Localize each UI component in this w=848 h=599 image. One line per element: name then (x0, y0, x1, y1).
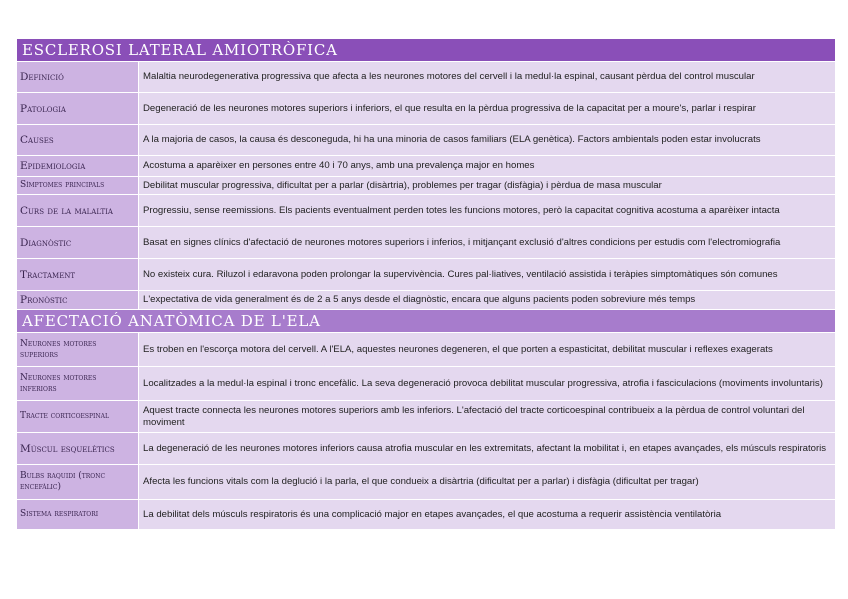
row-value: No existeix cura. Riluzol i edaravona poden prolongar la supervivència. Cures pal·liatives, ventilació assistida i teràpies simptomàtiques són comunes (139, 259, 835, 290)
table-row (17, 195, 835, 227)
section-title-anatomy: AFECTACIÓ ANATÒMICA DE L'ELA (17, 310, 835, 333)
row-label: Sistema respiratori (17, 500, 139, 529)
table-row (17, 433, 835, 465)
row-value: Acostuma a aparèixer en persones entre 40 i 70 anys, amb una prevalença major en homes (139, 156, 835, 176)
row-value: Aquest tracte connecta les neurones motores superiors amb les inferiors. L'afectació del tracte corticoespinal contribueix a la pèrdua de control voluntari del moviment (139, 401, 835, 432)
row-label: Causes (17, 125, 139, 155)
table-row (17, 156, 835, 177)
row-label: Neurones motores inferiors (17, 367, 139, 400)
row-label: Epidemiologia (17, 156, 139, 176)
row-value: Debilitat muscular progressiva, dificultat per a parlar (disàrtria), problemes per tragar (disfàgia) i pèrdua de masa muscular (139, 177, 835, 194)
table-row (17, 401, 835, 433)
row-value: Degeneració de les neurones motores superiors i inferiors, el que resulta en la pèrdua progressiva de la capacitat per a moure's, parlar i respirar (139, 93, 835, 124)
table-row (17, 177, 835, 195)
row-value: Malaltia neurodegenerativa progressiva que afecta a les neurones motores del cervell i la medul·la espinal, causant pèrdua del control muscular (139, 62, 835, 92)
row-value: L'expectativa de vida generalment és de 2 a 5 anys desde el diagnòstic, encara que alguns pacients poden sobreviure més temps (139, 291, 835, 309)
row-value: Es troben en l'escorça motora del cervell. A l'ELA, aquestes neurones degeneren, el que porten a espasticitat, debilitat muscular i reflexes exagerats (139, 333, 835, 366)
row-label: Múscul esquelètics (17, 433, 139, 464)
section-title-als: ESCLEROSI LATERAL AMIOTRÒFICA (17, 39, 835, 62)
table-row (17, 465, 835, 500)
row-label: Neurones motores superiors (17, 333, 139, 366)
row-label: Símptomes principals (17, 177, 139, 194)
table-row (17, 259, 835, 291)
row-value: Localitzades a la medul·la espinal i tronc encefàlic. La seva degeneració provoca debilitat muscular progressiva, atrofia i fasciculacions (moviments involuntaris) (139, 367, 835, 400)
table-row (17, 227, 835, 259)
table-row (17, 291, 835, 310)
table-row (17, 93, 835, 125)
row-label: Pronòstic (17, 291, 139, 309)
table-row (17, 125, 835, 156)
als-summary-table (17, 39, 835, 530)
row-value: A la majoria de casos, la causa és desconeguda, hi ha una minoria de casos familiars (ELA genètica). Factors ambientals poden estar involucrats (139, 125, 835, 155)
table-row (17, 62, 835, 93)
table-row (17, 333, 835, 367)
row-label: Diagnòstic (17, 227, 139, 258)
row-label: Definició (17, 62, 139, 92)
table-row (17, 367, 835, 401)
row-value: Basat en signes clínics d'afectació de neurones motores superiors i inferios, i mitjançant exclusió d'altres condicions per estudis com l'electromiografia (139, 227, 835, 258)
row-label: Tractament (17, 259, 139, 290)
row-value: Afecta les funcions vitals com la deglució i la parla, el que condueix a disàrtria (dificultat per a parlar) i disfàgia (dificultat per tragar) (139, 465, 835, 499)
row-value: Progressiu, sense reemissions. Els pacients eventualment perden totes les funcions motores, però la capacitat cognitiva acostuma a aparèixer intacta (139, 195, 835, 226)
row-value: La debilitat dels músculs respiratoris és una complicació major en etapes avançades, el que acostuma a requerir assistència ventilatòria (139, 500, 835, 529)
row-label: Curs de la malaltia (17, 195, 139, 226)
row-label: Bulbs raquidi (tronc encefàlic) (17, 465, 139, 499)
table-row (17, 500, 835, 530)
row-label: Tracte corticoespinal (17, 401, 139, 432)
row-label: Patologia (17, 93, 139, 124)
row-value: La degeneració de les neurones motores inferiors causa atrofia muscular en les extremitats, afectant la mobilitat i, en etapes avançades, els músculs respiratoris (139, 433, 835, 464)
